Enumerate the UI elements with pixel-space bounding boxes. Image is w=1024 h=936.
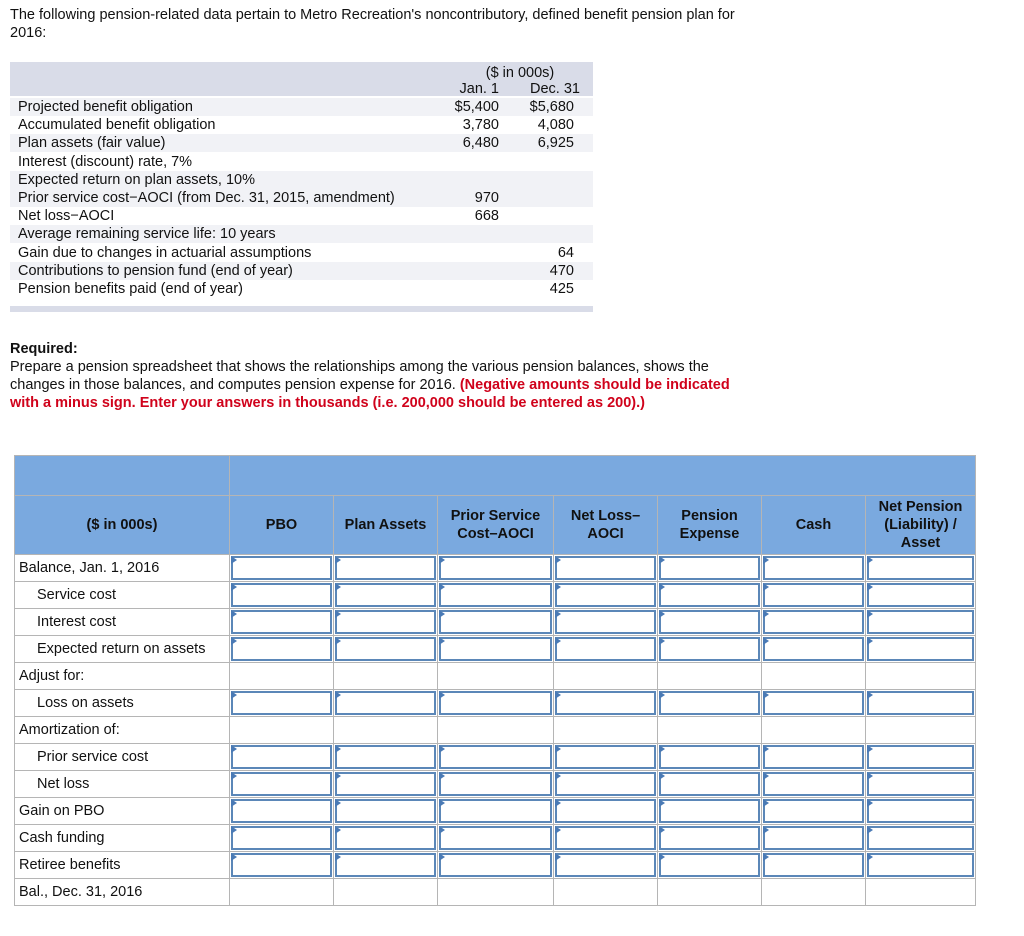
sheet-cell-col-net-pension[interactable]	[866, 555, 976, 582]
sheet-cell-col-plan-assets[interactable]	[334, 582, 438, 609]
info-row-label: Accumulated benefit obligation	[18, 117, 216, 134]
sheet-row-label: Prior service cost	[15, 744, 230, 771]
sheet-cell-col-prior-service-cost[interactable]	[438, 825, 554, 852]
answer-input[interactable]	[763, 772, 864, 796]
info-row-label: Projected benefit obligation	[18, 99, 193, 115]
sheet-units-header: ($ in 000s)	[15, 496, 230, 555]
info-table-footer	[10, 306, 593, 312]
sheet-cell-col-pbo	[230, 717, 334, 744]
sheet-cell-col-pension-expense[interactable]	[658, 852, 762, 879]
answer-input[interactable]	[763, 610, 864, 634]
sheet-cell-col-plan-assets[interactable]	[334, 744, 438, 771]
info-row-label: Interest (discount) rate, 7%	[18, 153, 193, 170]
sheet-cell-col-plan-assets[interactable]	[334, 555, 438, 582]
answer-input[interactable]	[231, 637, 332, 661]
sheet-row-label: Service cost	[15, 582, 230, 609]
col-cash-header: Cash	[762, 496, 866, 555]
sheet-row	[15, 636, 976, 663]
info-row	[10, 116, 593, 134]
sheet-cell-col-net-loss[interactable]	[554, 582, 658, 609]
sheet-cell-col-net-pension[interactable]	[866, 744, 976, 771]
sheet-cell-col-cash[interactable]	[762, 555, 866, 582]
sheet-cell-col-net-loss	[554, 879, 658, 906]
answer-input[interactable]	[335, 583, 436, 607]
answer-input[interactable]	[439, 691, 552, 715]
answer-input[interactable]	[555, 745, 656, 769]
sheet-cell-col-prior-service-cost[interactable]	[438, 582, 554, 609]
answer-input[interactable]	[763, 556, 864, 580]
sheet-cell-col-pbo[interactable]	[230, 798, 334, 825]
answer-input[interactable]	[659, 826, 760, 850]
sheet-cell-col-plan-assets[interactable]	[334, 636, 438, 663]
info-row	[10, 98, 593, 116]
sheet-cell-col-pbo[interactable]	[230, 636, 334, 663]
sheet-cell-col-pension-expense[interactable]	[658, 582, 762, 609]
info-row-label: Plan assets (fair value)	[18, 135, 166, 152]
sheet-cell-col-net-pension[interactable]	[866, 609, 976, 636]
info-row-dec-value: 6,925	[537, 135, 574, 152]
sheet-cell-col-cash[interactable]	[762, 582, 866, 609]
info-row-dec-value: 425	[549, 281, 574, 297]
sheet-row-label: Net loss	[15, 771, 230, 798]
info-row-jan-value: 3,780	[462, 117, 499, 134]
answer-input[interactable]	[763, 745, 864, 769]
sheet-cell-col-pension-expense[interactable]	[658, 636, 762, 663]
answer-input[interactable]	[555, 610, 656, 634]
sheet-cell-col-pension-expense[interactable]	[658, 771, 762, 798]
pension-data-table	[10, 62, 593, 312]
answer-input[interactable]	[659, 556, 760, 580]
answer-input[interactable]	[763, 637, 864, 661]
answer-input[interactable]	[231, 853, 332, 877]
sheet-cell-col-prior-service-cost[interactable]	[438, 771, 554, 798]
sheet-row	[15, 771, 976, 798]
sheet-cell-col-pension-expense[interactable]	[658, 690, 762, 717]
answer-input[interactable]	[231, 583, 332, 607]
sheet-cell-col-pbo[interactable]	[230, 771, 334, 798]
sheet-row	[15, 825, 976, 852]
sheet-row-label: Balance, Jan. 1, 2016	[15, 555, 230, 582]
info-row-jan-value: 668	[474, 208, 499, 225]
answer-input[interactable]	[231, 610, 332, 634]
answer-input[interactable]	[555, 583, 656, 607]
sheet-row	[15, 717, 976, 744]
col-net-loss-header: Net Loss–AOCI	[554, 496, 658, 555]
info-col-jan: Jan. 1	[459, 81, 499, 97]
sheet-cell-col-cash[interactable]	[762, 690, 866, 717]
sheet-row	[15, 798, 976, 825]
answer-input[interactable]	[763, 799, 864, 823]
sheet-cell-col-pbo	[230, 663, 334, 690]
answer-input[interactable]	[763, 853, 864, 877]
sheet-cell-col-net-loss[interactable]	[554, 690, 658, 717]
info-row-label: Gain due to changes in actuarial assumptions	[18, 244, 312, 261]
sheet-cell-col-net-pension[interactable]	[866, 690, 976, 717]
answer-input[interactable]	[555, 637, 656, 661]
answer-input[interactable]	[439, 583, 552, 607]
sheet-cell-col-prior-service-cost	[438, 717, 554, 744]
answer-input[interactable]	[335, 772, 436, 796]
answer-input[interactable]	[231, 799, 332, 823]
answer-input[interactable]	[867, 745, 974, 769]
sheet-row-label: Gain on PBO	[15, 798, 230, 825]
sheet-cell-col-net-pension	[866, 663, 976, 690]
sheet-row-label: Loss on assets	[15, 690, 230, 717]
sheet-cell-col-plan-assets	[334, 717, 438, 744]
answer-input[interactable]	[231, 826, 332, 850]
answer-input[interactable]	[555, 556, 656, 580]
col-prior-service-cost-header: Prior Service Cost–AOCI	[438, 496, 554, 555]
sheet-row	[15, 879, 976, 906]
sheet-cell-col-cash[interactable]	[762, 771, 866, 798]
info-row	[10, 207, 593, 225]
info-row-dec-value: 64	[557, 244, 574, 261]
sheet-cell-col-prior-service-cost[interactable]	[438, 798, 554, 825]
answer-input[interactable]	[335, 799, 436, 823]
sheet-cell-col-cash	[762, 879, 866, 906]
answer-input[interactable]	[867, 826, 974, 850]
answer-input[interactable]	[867, 772, 974, 796]
required-text: Prepare a pension spreadsheet that shows the relationships among the various pension balances, shows the changes in those balances, and computes pension expense for 2016.	[10, 359, 709, 393]
answer-input[interactable]	[763, 826, 864, 850]
sheet-row	[15, 690, 976, 717]
sheet-cell-col-plan-assets[interactable]	[334, 609, 438, 636]
sheet-cell-col-net-loss[interactable]	[554, 555, 658, 582]
sheet-cell-col-net-pension[interactable]	[866, 852, 976, 879]
answer-input[interactable]	[335, 826, 436, 850]
sheet-cell-col-plan-assets[interactable]	[334, 825, 438, 852]
answer-input[interactable]	[867, 691, 974, 715]
sheet-cell-col-pension-expense[interactable]	[658, 555, 762, 582]
answer-input[interactable]	[659, 691, 760, 715]
sheet-cell-col-pension-expense[interactable]	[658, 609, 762, 636]
info-row-jan-value: $5,400	[454, 99, 499, 115]
sheet-cell-col-net-pension[interactable]	[866, 636, 976, 663]
sheet-cell-col-prior-service-cost[interactable]	[438, 555, 554, 582]
info-row-label: Pension benefits paid (end of year)	[18, 281, 243, 297]
sheet-cell-col-pbo[interactable]	[230, 852, 334, 879]
sheet-cell-col-plan-assets	[334, 663, 438, 690]
sheet-cell-col-pbo[interactable]	[230, 744, 334, 771]
sheet-cell-col-cash[interactable]	[762, 852, 866, 879]
info-row-jan-value: 6,480	[462, 135, 499, 152]
sheet-cell-col-plan-assets	[334, 879, 438, 906]
answer-input[interactable]	[659, 610, 760, 634]
answer-input[interactable]	[659, 637, 760, 661]
answer-input[interactable]	[867, 799, 974, 823]
col-plan-assets-header: Plan Assets	[334, 496, 438, 555]
answer-input[interactable]	[231, 772, 332, 796]
sheet-cell-col-net-loss[interactable]	[554, 636, 658, 663]
sheet-cell-col-pension-expense[interactable]	[658, 798, 762, 825]
answer-input[interactable]	[439, 556, 552, 580]
answer-input[interactable]	[763, 583, 864, 607]
answer-input[interactable]	[659, 745, 760, 769]
sheet-header-band	[15, 456, 976, 496]
answer-input[interactable]	[659, 583, 760, 607]
sheet-cell-col-cash[interactable]	[762, 609, 866, 636]
info-col-dec: Dec. 31	[530, 81, 580, 97]
answer-input[interactable]	[335, 745, 436, 769]
answer-input[interactable]	[231, 556, 332, 580]
info-row	[10, 189, 593, 207]
sheet-cell-col-plan-assets[interactable]	[334, 798, 438, 825]
sheet-cell-col-net-pension	[866, 879, 976, 906]
sheet-cell-col-net-pension[interactable]	[866, 771, 976, 798]
sheet-row	[15, 744, 976, 771]
answer-input[interactable]	[439, 637, 552, 661]
info-row-dec-value: 4,080	[537, 117, 574, 134]
answer-input[interactable]	[439, 826, 552, 850]
sheet-row	[15, 555, 976, 582]
sheet-row-label: Expected return on assets	[15, 636, 230, 663]
answer-input[interactable]	[555, 691, 656, 715]
sheet-cell-col-prior-service-cost[interactable]	[438, 852, 554, 879]
sheet-cell-col-pbo[interactable]	[230, 555, 334, 582]
sheet-cell-col-net-pension[interactable]	[866, 798, 976, 825]
sheet-cell-col-cash[interactable]	[762, 744, 866, 771]
sheet-cell-col-prior-service-cost	[438, 663, 554, 690]
answer-input[interactable]	[867, 853, 974, 877]
sheet-cell-col-prior-service-cost[interactable]	[438, 636, 554, 663]
col-pension-expense-header: Pension Expense	[658, 496, 762, 555]
sheet-cell-col-pension-expense	[658, 717, 762, 744]
info-row	[10, 225, 593, 243]
sheet-row	[15, 582, 976, 609]
answer-input[interactable]	[555, 826, 656, 850]
sheet-cell-col-plan-assets[interactable]	[334, 852, 438, 879]
sheet-cell-col-cash[interactable]	[762, 825, 866, 852]
sheet-cell-col-prior-service-cost[interactable]	[438, 690, 554, 717]
sheet-cell-col-net-loss	[554, 717, 658, 744]
answer-input[interactable]	[439, 853, 552, 877]
sheet-cell-col-pbo[interactable]	[230, 582, 334, 609]
sheet-cell-col-pension-expense	[658, 879, 762, 906]
answer-input[interactable]	[659, 853, 760, 877]
answer-input[interactable]	[867, 583, 974, 607]
required-title: Required:	[10, 341, 78, 357]
answer-input[interactable]	[763, 691, 864, 715]
sheet-cell-col-prior-service-cost[interactable]	[438, 744, 554, 771]
sheet-cell-col-cash[interactable]	[762, 636, 866, 663]
answer-input[interactable]	[555, 772, 656, 796]
answer-input[interactable]	[867, 556, 974, 580]
info-row	[10, 171, 593, 189]
info-row	[10, 134, 593, 152]
sheet-cell-col-prior-service-cost[interactable]	[438, 609, 554, 636]
sheet-cell-col-pension-expense[interactable]	[658, 825, 762, 852]
required-note: (Negative amounts should be indicated with a minus sign. Enter your answers in thousands (i.e. 200,000 should be entered as 200).)	[10, 377, 730, 411]
answer-input[interactable]	[231, 745, 332, 769]
sheet-cell-col-net-loss[interactable]	[554, 771, 658, 798]
answer-input[interactable]	[231, 691, 332, 715]
answer-input[interactable]	[335, 853, 436, 877]
sheet-row-label: Cash funding	[15, 825, 230, 852]
answer-input[interactable]	[659, 772, 760, 796]
answer-input[interactable]	[555, 799, 656, 823]
col-pbo-header: PBO	[230, 496, 334, 555]
info-row-label: Net loss−AOCI	[18, 208, 115, 225]
info-row-dec-value: $5,680	[529, 99, 574, 115]
answer-input[interactable]	[439, 745, 552, 769]
sheet-cell-col-net-pension	[866, 717, 976, 744]
sheet-cell-col-cash	[762, 717, 866, 744]
sheet-row-label: Interest cost	[15, 609, 230, 636]
info-row-dec-value: 470	[549, 262, 574, 279]
sheet-cell-col-pbo	[230, 879, 334, 906]
sheet-cell-col-pension-expense	[658, 663, 762, 690]
answer-input[interactable]	[335, 637, 436, 661]
sheet-cell-col-net-pension[interactable]	[866, 825, 976, 852]
info-row	[10, 280, 593, 298]
info-row	[10, 153, 593, 171]
info-row-label: Contributions to pension fund (end of year)	[18, 262, 293, 279]
sheet-row	[15, 852, 976, 879]
sheet-row-label: Adjust for:	[15, 663, 230, 690]
answer-input[interactable]	[867, 637, 974, 661]
sheet-cell-col-net-pension[interactable]	[866, 582, 976, 609]
required-section	[10, 340, 755, 412]
problem-intro: The following pension-related data pertain to Metro Recreation's noncontributory, defined benefit pension plan for 2016:	[10, 7, 735, 41]
answer-input[interactable]	[439, 772, 552, 796]
info-row-jan-value: 970	[474, 190, 499, 206]
answer-input[interactable]	[659, 799, 760, 823]
answer-input[interactable]	[439, 610, 552, 634]
sheet-cell-col-pension-expense[interactable]	[658, 744, 762, 771]
sheet-column-headers	[15, 496, 976, 555]
info-row-label: Prior service cost−AOCI (from Dec. 31, 2015, amendment)	[18, 190, 395, 206]
info-table-header	[10, 62, 593, 96]
answer-input[interactable]	[335, 691, 436, 715]
info-row	[10, 244, 593, 262]
sheet-cell-col-cash[interactable]	[762, 798, 866, 825]
sheet-cell-col-pbo[interactable]	[230, 825, 334, 852]
sheet-row	[15, 609, 976, 636]
info-units-label: ($ in 000s)	[485, 65, 555, 81]
sheet-cell-col-net-loss[interactable]	[554, 798, 658, 825]
sheet-cell-col-prior-service-cost	[438, 879, 554, 906]
answer-input[interactable]	[335, 610, 436, 634]
sheet-cell-col-pbo[interactable]	[230, 690, 334, 717]
sheet-cell-col-net-loss[interactable]	[554, 825, 658, 852]
sheet-row	[15, 663, 976, 690]
sheet-cell-col-net-loss[interactable]	[554, 609, 658, 636]
sheet-cell-col-net-loss[interactable]	[554, 852, 658, 879]
answer-input[interactable]	[439, 799, 552, 823]
info-row-label: Expected return on plan assets, 10%	[18, 171, 255, 188]
answer-input[interactable]	[867, 610, 974, 634]
sheet-cell-col-net-loss[interactable]	[554, 744, 658, 771]
sheet-cell-col-cash	[762, 663, 866, 690]
answer-input[interactable]	[555, 853, 656, 877]
sheet-row-label: Amortization of:	[15, 717, 230, 744]
sheet-cell-col-pbo[interactable]	[230, 609, 334, 636]
sheet-row-label: Bal., Dec. 31, 2016	[15, 879, 230, 906]
info-row-label: Average remaining service life: 10 years	[18, 226, 276, 243]
sheet-row-label: Retiree benefits	[15, 852, 230, 879]
info-row	[10, 262, 593, 280]
col-net-pension-header: Net Pension (Liability) / Asset	[866, 496, 976, 555]
answer-input[interactable]	[335, 556, 436, 580]
sheet-cell-col-plan-assets[interactable]	[334, 690, 438, 717]
pension-spreadsheet	[14, 455, 976, 906]
sheet-cell-col-net-loss	[554, 663, 658, 690]
sheet-cell-col-plan-assets[interactable]	[334, 771, 438, 798]
